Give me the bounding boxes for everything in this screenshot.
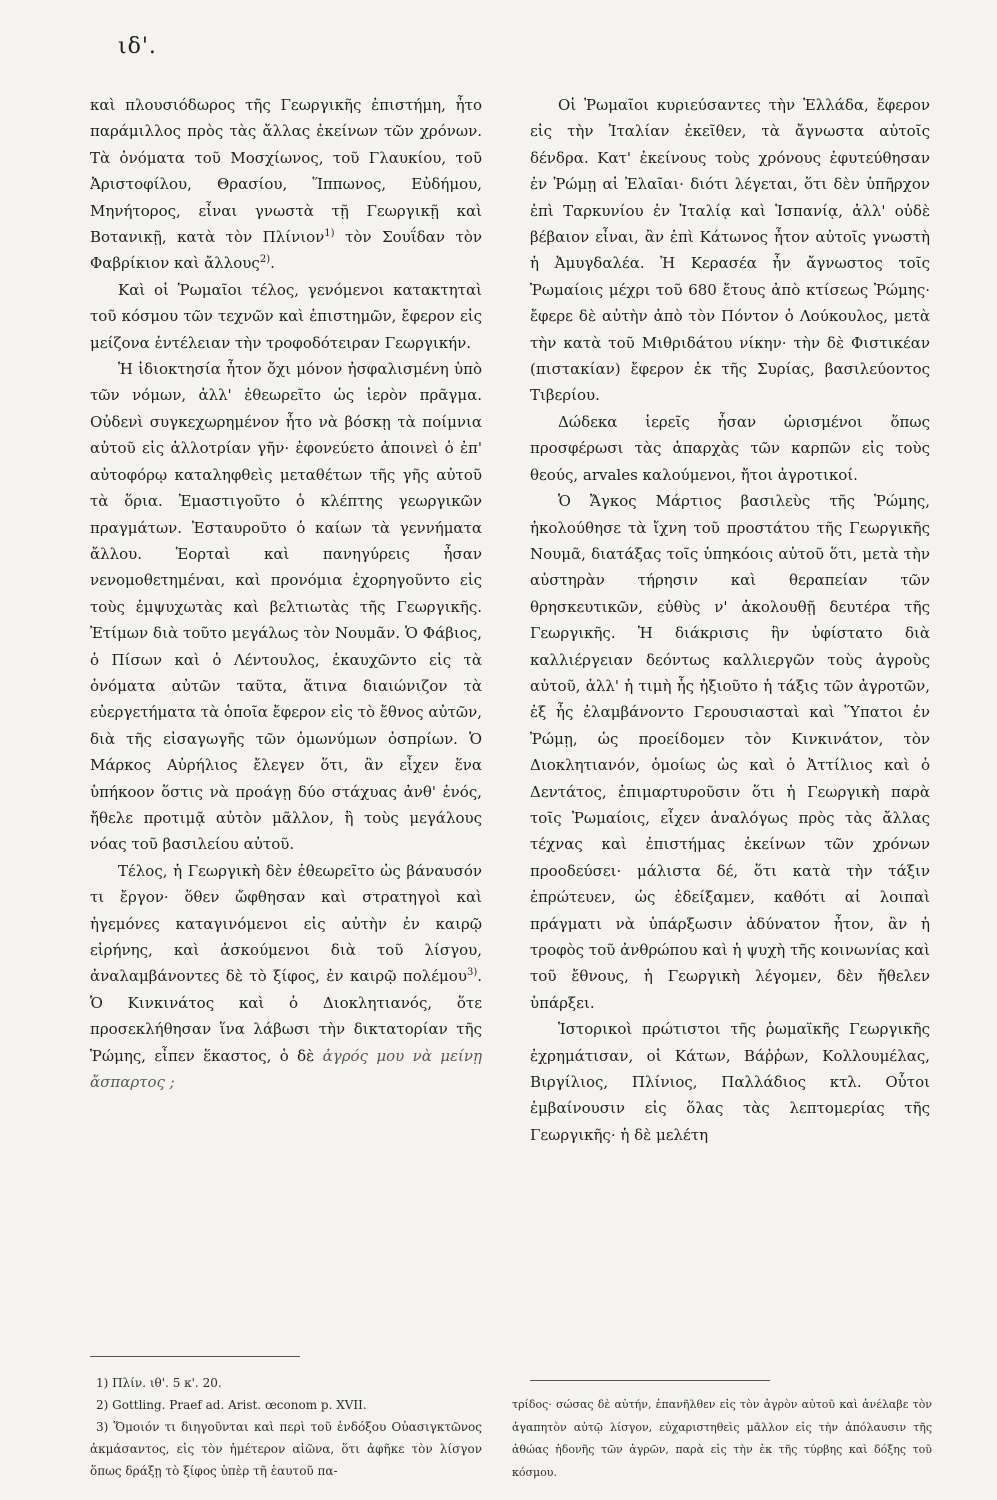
footnote-1: 1) Πλίν. ιθ'. 5 κ'. 20. [96,1376,222,1390]
footnote-continuation [512,1394,932,1484]
left-column [90,92,482,1095]
footnote-3-continued: τρίδος· σώσας δὲ αὐτήν, ἐπανῆλθεν εἰς τὸν ἀγρὸν αὐτοῦ καὶ ἀνέλαβε τὸν ἀγαπητὸν αὐτῷ λίσγον, εὐχαριστηθεὶς μᾶλλον εἰς τὴν ἀπόλαυσιν τῆς ἀθώας ἡδονῆς τῶν ἀγρῶν, παρὰ εἰς τὴν ἐκ τῆς τύρβης καὶ δόξης τοῦ κόσμου. [512,1398,932,1479]
left-paragraph-3: Ἡ ἰδιοκτησία ἦτον ὄχι μόνον ἠσφαλισμένη ὑπὸ τῶν νόμων, ἀλλ' ἐθεωρεῖτο ὡς ἱερὸν πρᾶγμα. Οὐδενὶ συγκεχωρημένον ἦτο νὰ βόσκῃ τὰ ποίμνια αὐτοῦ εἰς ἀλλοτρίαν γῆν· ἐφονεύετο ἀποινεὶ ὁ ἐπ' αὐτοφόρῳ καταληφθεὶς μεταθέτων τῆς γῆς αὐτοῦ τὰ ὅρια. Ἐμαστιγοῦτο ὁ κλέπτης γεωργικῶν πραγμάτων. Ἐσταυροῦτο ὁ καίων τὰ γεννήματα ἄλλου. Ἑορταὶ καὶ πανηγύρεις ἦσαν νενομοθετημέναι, καὶ προνόμια ἐχορηγοῦντο εἰς τοὺς ἐμψυχωτὰς καὶ βελτιωτὰς τῆς Γεωργικῆς. Ἐτίμων διὰ τοῦτο μεγάλως τὸν Νουμᾶν. Ὁ Φάβιος, ὁ Πίσων καὶ ὁ Λέντουλος, ἐκαυχῶντο εἰς τὰ ὀνόματα αὐτῶν ταῦτα, ἅτινα διαιώνιζον τὰ εὐεργετήματα τὰ ὁποῖα ἔφερον εἰς τὸ ἔθνος αὐτῶν, διὰ τῆς εἰσαγωγῆς τῶν ὁμωνύμων ὀσπρίων. Ὁ Μάρκος Αὐρήλιος ἔλεγεν ὅτι, ἂν εἶχεν ἕνα ὑπήκοον ὅστις νὰ προάγῃ δύο στάχυας ἀνθ' ἑνός, ἤθελε προτιμᾷ αὐτὸν μᾶλλον, ἢ τοὺς μεγάλους νόας τοῦ βασιλείου αὐτοῦ. [90,360,482,854]
right-paragraph-3: Ὁ Ἄγκος Μάρτιος βασιλεὺς τῆς Ῥώμης, ἠκολούθησε τὰ ἴχνη τοῦ προστάτου τῆς Γεωργικῆς Νουμᾶ, διατάξας τοῖς ὑπηκόοις αὐτοῦ ὅτι, μετὰ τὴν αὐστηρὰν τήρησιν καὶ θεραπείαν τῶν θρησκευτικῶν, εὐθὺς ν' ἀκολουθῇ δευτέρα τῆς Γεωργικῆς. Ἡ διάκρισις ἣν ὑφίστατο διὰ καλλιέργειαν δεόντως καλλιεργῶν τοὺς ἀγροὺς αὐτοῦ, ἀλλ' ἡ τιμὴ ἧς ἠξιοῦτο ἡ τάξις τῶν ἀγροτῶν, ἐξ ἧς ἐλαμβάνοντο Γερουσιασταὶ καὶ Ὕπατοι ἐν Ῥώμῃ, ὡς προείδομεν τὸν Κινκινάτον, τὸν Διοκλητιανόν, ὁμοίως ὡς καὶ ὁ Ἀττίλιος καὶ ὁ Δεντάτος, ἐπιμαρτυροῦσιν ὅτι ἡ Γεωργικὴ παρὰ τοῖς Ῥωμαίοις, εἶχεν ἀναλόγως πρὸς τὰς ἄλλας τέχνας καὶ ἐπιστήμας ἐκείνων τῶν χρόνων προοδεύσει· μάλιστα δέ, ὅτι κατὰ τὴν τάξιν ἐπρώτευεν, ὡς ἐδείξαμεν, καθότι αἱ λοιπαὶ πράγματι νὰ ὑπάρξωσιν ἀδύνατον ἦτον, ἂν ἡ τροφὸς τοῦ ἀνθρώπου καὶ ἡ ψυχὴ τῆς κοινωνίας καὶ τοῦ ἔθνους, ἡ Γεωργικὴ λέγομεν, δὲν ἤθελεν ὑπάρξει. [530,492,930,1012]
footnote-ref-1: 1) [324,228,335,240]
right-paragraph-4: Ἱστορικοὶ πρώτιστοι τῆς ῥωμαϊκῆς Γεωργικῆς ἐχρημάτισαν, οἱ Κάτων, Βάῤῥων, Κολλουμέλας, Βιργίλιος, Πλίνιος, Παλλάδιος κτλ. Οὗτοι ἐμβαίνουσιν εἰς ὅλας τὰς λεπτομερίας τῆς Γεωργικῆς· ἡ δὲ μελέτη [530,1020,930,1144]
quotation: ἀγρός μου νὰ μείνῃ ἄσπαρτος ; [90,1046,482,1092]
left-paragraph-1: καὶ πλουσιόδωρος τῆς Γεωργικῆς ἐπιστήμη, ἦτο παράμιλλος πρὸς τὰς ἄλλας ἐκείνων τῶν χρόνων. Τὰ ὀνόματα τοῦ Μοσχίωνος, τοῦ Γλαυκίου, τοῦ Ἀριστοφίλου, Θρασίου, Ἵππωνος, Εὐδήμου, Μηνήτορος, εἶναι γνωστὰ τῇ Γεωργικῇ καὶ Βοτανικῇ, κατὰ τὸν Πλίνιον$^{1)}$ τὸν Σουΐδαν τὸν Φαβρίκιον καὶ ἄλλους$^{2)}$. [90,96,482,273]
right-column [530,92,930,1148]
footnote-3: 3) Ὅμοιόν τι διηγοῦνται καὶ περὶ τοῦ ἐνδόξου Οὐασιγκτῶνος ἀκμάσαντος, εἰς τὸν ἡμέτερον αἰῶνα, ὅτι ἀφῆκε τὸν λίσγον ὅπως δράξῃ τὸ ξίφος ὑπὲρ τῆ ἑαυτοῦ πα- [90,1420,482,1478]
right-paragraph-1: Οἱ Ῥωμαῖοι κυριεύσαντες τὴν Ἑλλάδα, ἔφερον εἰς τὴν Ἰταλίαν ἐκεῖθεν, τὰ ἄγνωστα αὐτοῖς δένδρα. Κατ' ἐκείνους τοὺς χρόνους ἐφυτεύθησαν ἐν Ῥώμῃ αἱ Ἐλαῖαι· διότι λέγεται, ὅτι δὲν ὑπῆρχον ἐπὶ Ταρκυνίου ἐν Ἰταλίᾳ καὶ Ἱσπανίᾳ, ἀλλ' οὐδὲ βέβαιον εἶναι, ἂν ἐπὶ Κάτωνος ἦτον αὐτοῖς γνωστὴ ἡ Ἀμυγδαλέα. Ἡ Κερασέα ἦν ἄγνωστος τοῖς Ῥωμαίοις μέχρι τοῦ 680 ἔτους ἀπὸ κτίσεως Ῥώμης· ἔφερε δὲ αὐτὴν ἀπὸ τὸν Πόντον ὁ Λούκουλος, μετὰ τὴν κατὰ τοῦ Μιθριδάτου νίκην· τὴν δὲ Φιστικέαν (πιστακίαν) ἔφερον ἐκ τῆς Συρίας, βασιλεύοντος Τιβερίου. [530,96,930,405]
footnote-2: 2) Gottling. Praef ad. Arist. œconom p. XVII. [96,1398,367,1412]
footnote-ref-3: 3) [466,967,478,979]
right-paragraph-2: Δώδεκα ἱερεῖς ἦσαν ὡρισμένοι ὅπως προσφέρωσι τὰς ἀπαρχὰς τῶν καρπῶν εἰς τοὺς θεούς, arvales καλούμενοι, ἤτοι ἀγροτικοί. [530,412,930,484]
footnote-divider-right [530,1380,770,1381]
left-paragraph-4: Τέλος, ἡ Γεωργικὴ δὲν ἐθεωρεῖτο ὡς βάναυσόν τι ἔργον· ὅθεν ὤφθησαν καὶ στρατηγοὶ καὶ ἡγεμόνες καταγινόμενοι εἰς αὐτὴν ἐν καιρῷ εἰρήνης, καὶ ἀσκούμενοι διὰ τοῦ λίσγου, ἀναλαμβάνοντες δὲ τὸ ξίφος, ἐν καιρῷ πολέμου$^{3)}$. Ὁ Κινκινάτος καὶ ὁ Διοκλητιανός, ὅτε προσεκλήθησαν ἵνα λάβωσι τὴν δικτατορίαν τῆς Ῥώμης, εἶπεν ἕκαστος, ὁ δὲ ἀγρός μου νὰ μείνῃ ἄσπαρτος ; [90,861,482,1092]
page-number: ιδ'. [118,34,157,59]
footnote-ref-2: 2) [259,254,271,266]
left-paragraph-2: Καὶ οἱ Ῥωμαῖοι τέλος, γενόμενοι κατακτηταὶ τοῦ κόσμου τῶν τεχνῶν καὶ ἐπιστημῶν, ἔφερον εἰς μείζονα ἐντέλειαν τὴν τροφοδότειραν Γεωργικήν. [90,280,482,352]
footnotes-left [90,1372,482,1482]
footnote-divider-left [90,1356,300,1357]
